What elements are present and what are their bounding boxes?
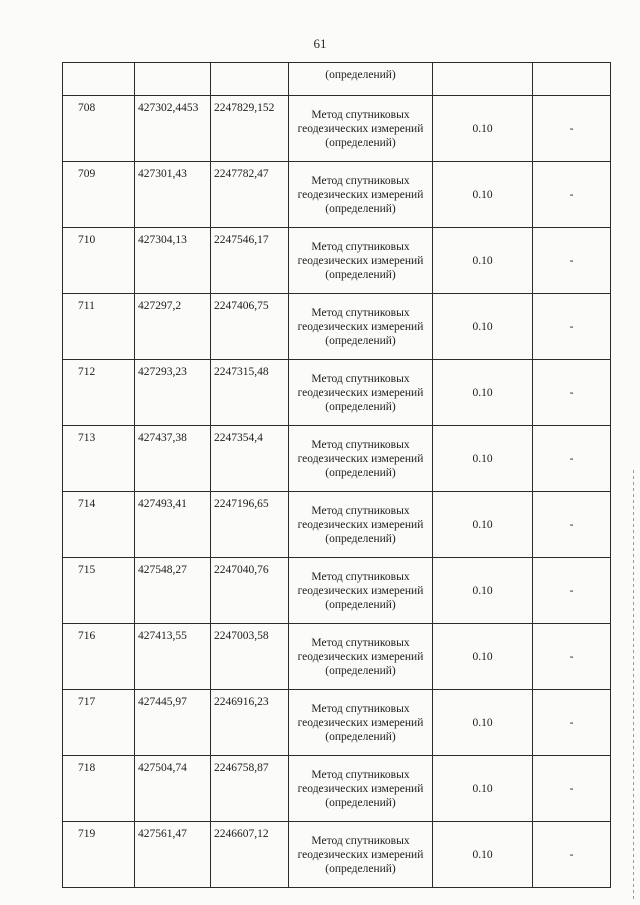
cell-accuracy — [433, 63, 533, 96]
cell-y-coordinate: 2246916,23 — [211, 690, 289, 756]
method-line: Метод спутниковых — [311, 240, 410, 253]
table-row — [63, 162, 611, 228]
cell-num — [63, 63, 135, 96]
cell-y-coordinate: 2247829,152 — [211, 96, 289, 162]
table-row — [63, 294, 611, 360]
cell-method — [289, 690, 433, 756]
cell-method — [289, 492, 433, 558]
cell-description: - — [533, 228, 611, 294]
cell-point-number: 710 — [63, 228, 135, 294]
method-line: Метод спутниковых — [311, 834, 410, 847]
cell-description: - — [533, 492, 611, 558]
method-line: Метод спутниковых — [311, 702, 410, 715]
cell-method-tail: (определений) — [289, 63, 433, 96]
method-line: (определений) — [325, 598, 396, 611]
method-line: геодезических измерений — [297, 452, 424, 465]
table-row — [63, 492, 611, 558]
cell-method — [289, 426, 433, 492]
cell-x-coordinate: 427304,13 — [135, 228, 211, 294]
cell-point-number: 708 — [63, 96, 135, 162]
method-line: геодезических измерений — [297, 254, 424, 267]
method-line: Метод спутниковых — [311, 504, 410, 517]
method-line: (определений) — [325, 334, 396, 347]
method-line: геодезических измерений — [297, 122, 424, 135]
method-line: Метод спутниковых — [311, 372, 410, 385]
method-line: (определений) — [325, 664, 396, 677]
table-row — [63, 96, 611, 162]
cell-description: - — [533, 96, 611, 162]
cell-x-coordinate: 427413,55 — [135, 624, 211, 690]
method-line: геодезических измерений — [297, 584, 424, 597]
cell-x-coordinate: 427293,23 — [135, 360, 211, 426]
method-line: геодезических измерений — [297, 716, 424, 729]
cell-y-coordinate: 2246758,87 — [211, 756, 289, 822]
continuation-row — [63, 63, 611, 96]
cell-method — [289, 162, 433, 228]
cell-accuracy: 0.10 — [433, 162, 533, 228]
cell-accuracy: 0.10 — [433, 228, 533, 294]
cell-method — [289, 294, 433, 360]
cell-x-coordinate: 427445,97 — [135, 690, 211, 756]
method-line: (определений) — [325, 202, 396, 215]
cell-y-coordinate: 2247354,4 — [211, 426, 289, 492]
cell-method — [289, 558, 433, 624]
cell-accuracy: 0.10 — [433, 96, 533, 162]
method-line: (определений) — [325, 730, 396, 743]
table-row — [63, 360, 611, 426]
cell-y-coordinate: 2247196,65 — [211, 492, 289, 558]
cell-y-coordinate: 2247040,76 — [211, 558, 289, 624]
method-line: геодезических измерений — [297, 650, 424, 663]
method-line: Метод спутниковых — [311, 108, 410, 121]
cell-y-coordinate: 2247782,47 — [211, 162, 289, 228]
cell-method — [289, 360, 433, 426]
coordinates-table — [62, 62, 611, 888]
cell-point-number: 719 — [63, 822, 135, 888]
cell-description: - — [533, 690, 611, 756]
method-line: геодезических измерений — [297, 188, 424, 201]
scan-edge-mark — [633, 470, 634, 900]
cell-description: - — [533, 162, 611, 228]
cell-y-coordinate: 2246607,12 — [211, 822, 289, 888]
cell-x — [135, 63, 211, 96]
cell-accuracy: 0.10 — [433, 426, 533, 492]
cell-description: - — [533, 558, 611, 624]
cell-x-coordinate: 427297,2 — [135, 294, 211, 360]
cell-point-number: 718 — [63, 756, 135, 822]
cell-x-coordinate: 427301,43 — [135, 162, 211, 228]
method-line: (определений) — [325, 268, 396, 281]
method-line: геодезических измерений — [297, 848, 424, 861]
table-row — [63, 228, 611, 294]
cell-description: - — [533, 294, 611, 360]
table-row — [63, 624, 611, 690]
method-line: геодезических измерений — [297, 320, 424, 333]
cell-accuracy: 0.10 — [433, 690, 533, 756]
method-line: (определений) — [325, 796, 396, 809]
table-row — [63, 690, 611, 756]
cell-accuracy: 0.10 — [433, 558, 533, 624]
cell-description: - — [533, 624, 611, 690]
cell-y-coordinate: 2247406,75 — [211, 294, 289, 360]
method-line: (определений) — [325, 862, 396, 875]
cell-y-coordinate: 2247546,17 — [211, 228, 289, 294]
cell-description: - — [533, 756, 611, 822]
cell-point-number: 716 — [63, 624, 135, 690]
cell-method — [289, 96, 433, 162]
cell-accuracy: 0.10 — [433, 294, 533, 360]
method-line: Метод спутниковых — [311, 636, 410, 649]
cell-accuracy: 0.10 — [433, 822, 533, 888]
cell-description: - — [533, 426, 611, 492]
method-line: Метод спутниковых — [311, 570, 410, 583]
cell-x-coordinate: 427504,74 — [135, 756, 211, 822]
method-line: Метод спутниковых — [311, 174, 410, 187]
cell-point-number: 713 — [63, 426, 135, 492]
method-line: Метод спутниковых — [311, 438, 410, 451]
table-row — [63, 756, 611, 822]
cell-method — [289, 822, 433, 888]
cell-description: - — [533, 822, 611, 888]
cell-method — [289, 624, 433, 690]
cell-y-coordinate: 2247315,48 — [211, 360, 289, 426]
method-line: (определений) — [325, 466, 396, 479]
method-line: геодезических измерений — [297, 782, 424, 795]
cell-accuracy: 0.10 — [433, 756, 533, 822]
cell-point-number: 712 — [63, 360, 135, 426]
cell-description: - — [533, 360, 611, 426]
cell-point-number: 709 — [63, 162, 135, 228]
method-line: (определений) — [325, 532, 396, 545]
method-line: Метод спутниковых — [311, 306, 410, 319]
table-row — [63, 558, 611, 624]
cell-accuracy: 0.10 — [433, 360, 533, 426]
cell-y — [211, 63, 289, 96]
method-line: (определений) — [325, 136, 396, 149]
method-line: геодезических измерений — [297, 386, 424, 399]
table-row — [63, 426, 611, 492]
method-line: Метод спутниковых — [311, 768, 410, 781]
page-number: 61 — [313, 36, 327, 51]
cell-method — [289, 756, 433, 822]
cell-x-coordinate: 427437,38 — [135, 426, 211, 492]
cell-accuracy: 0.10 — [433, 492, 533, 558]
cell-y-coordinate: 2247003,58 — [211, 624, 289, 690]
cell-method — [289, 228, 433, 294]
method-line: геодезических измерений — [297, 518, 424, 531]
cell-point-number: 715 — [63, 558, 135, 624]
method-line: (определений) — [325, 400, 396, 413]
cell-accuracy: 0.10 — [433, 624, 533, 690]
cell-point-number: 717 — [63, 690, 135, 756]
cell-description — [533, 63, 611, 96]
cell-x-coordinate: 427493,41 — [135, 492, 211, 558]
cell-point-number: 711 — [63, 294, 135, 360]
cell-point-number: 714 — [63, 492, 135, 558]
cell-x-coordinate: 427302,4453 — [135, 96, 211, 162]
cell-x-coordinate: 427548,27 — [135, 558, 211, 624]
table-row — [63, 822, 611, 888]
cell-x-coordinate: 427561,47 — [135, 822, 211, 888]
